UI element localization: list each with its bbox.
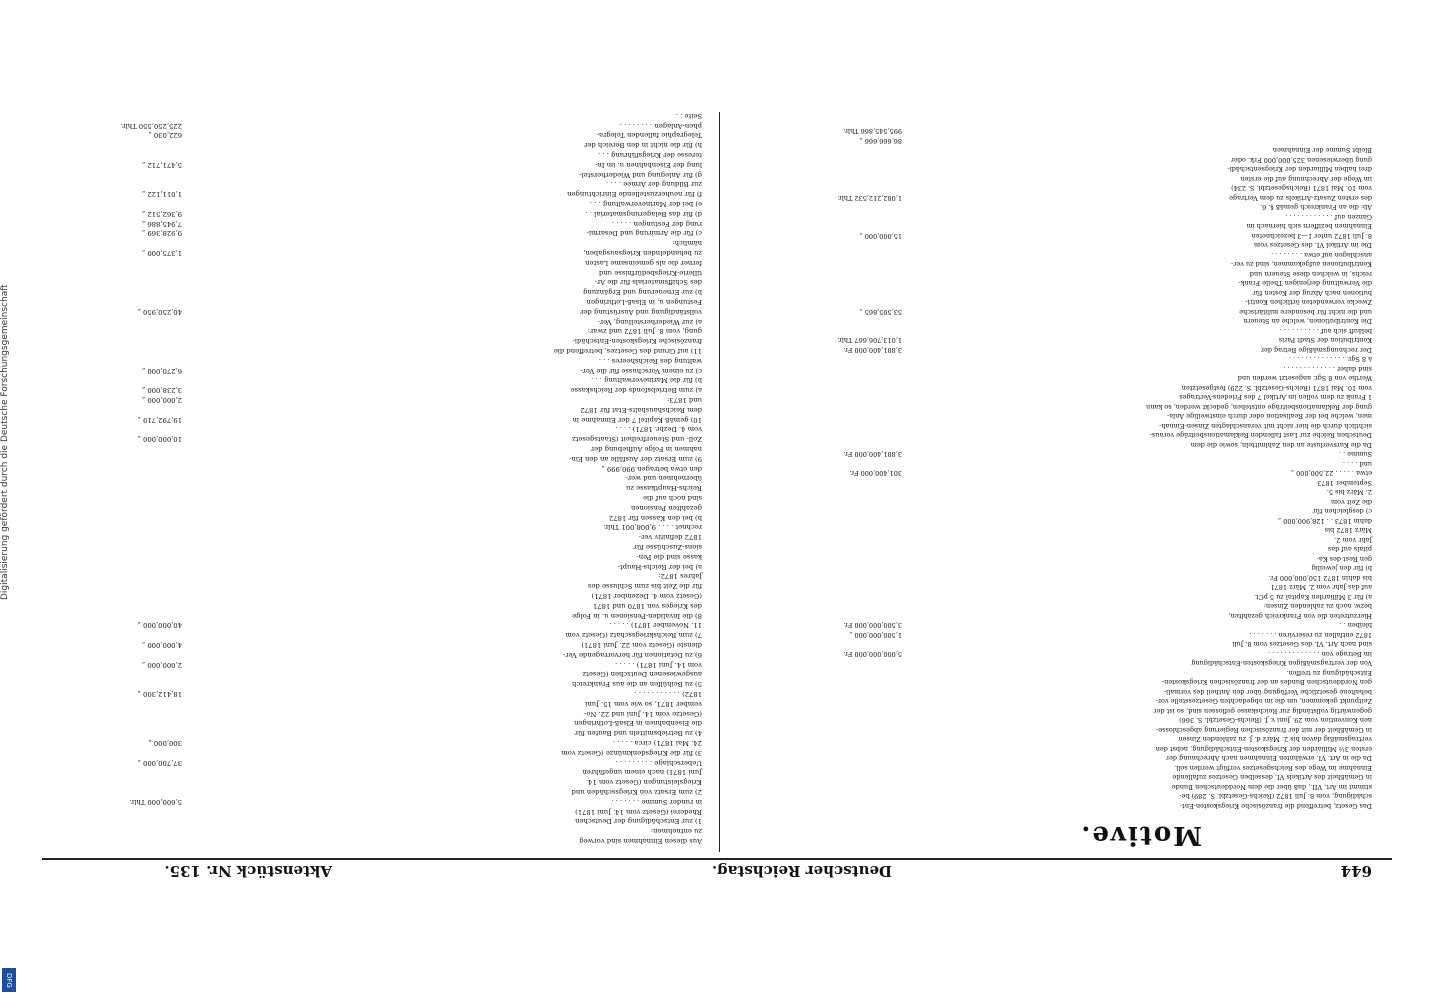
text-line: 24. Mai 1871) circa . . . . . [612,739,702,747]
text-line: b) für die Marineverwaltung . . . [591,376,702,385]
amount-value: 225,250,550 Thlr. [120,121,182,130]
text-line: 7) zum Reichskriegsschatz (Gesetz vom [565,631,702,640]
text-line: dahin 1873 . . 128,900,000 „ [1277,517,1372,525]
text-line: den etwa betragen 990,999 „ [601,464,702,473]
text-line: Rhederei (Gesetz vom 14. Juni 1871) [575,807,702,816]
text-line: des ersten Zusatz-Artikels zu dem Vertrage [1229,194,1372,202]
amount-value: 1,082,212,532 Thlr. [837,194,902,202]
text-line: 1) zur Entschädigung der Deutschen [575,817,702,826]
text-line: zu entnehmen: [650,827,702,836]
amount-value: 300,000 „ [148,739,182,747]
text-line: Juni 1871) nach einem ungefähren [582,768,702,777]
amount-value: 9,928,369 „ [141,229,182,238]
document-number: Aktenstück Nr. 135. [164,862,332,880]
text-line: Das Gesetz, betreffend die französische Kriegskosten-Ent- [1179,802,1372,810]
amount-value: 5,471,712 „ [141,160,182,169]
text-line: teresse der Kriegsführung . . . [598,151,702,159]
text-line: a) für 3 Milliarden Kapital zu 5 pCt. [1254,593,1372,601]
text-line: bis dahin 1872 150,000,000 Fr. [1268,574,1372,582]
text-line: Zoll- und Steuerfreiheit (Staatsgesetz [572,435,702,444]
text-line: c) zu einem Vorschusse für die Ver- [580,366,702,375]
header-rule [42,858,1392,860]
text-line: 3) für die Kriegsdenkmünze (Gesetz vom [561,748,702,757]
amount-value: 1,011,122 „ [141,190,182,199]
text-line: ferner die als gemeinsame Lasten [585,258,702,267]
text-line: die Zeit vom [1330,498,1372,506]
text-line: b) zur Erneuerung und Ergänzung [582,288,702,297]
text-line: ersten 3½ Milliarden der Kriegskosten-Entschädigung, nebst den [1155,745,1372,753]
amount-value: 37,700,000 „ [137,758,182,767]
journal-title: Deutscher Reichstag. [711,862,892,880]
amount-value: 5,600,000 Thlr. [129,797,182,806]
text-line: Seite . . [675,111,702,120]
amount-value: 9,362,512 „ [141,209,182,218]
text-line: und . . . . [1342,460,1372,468]
text-line: 1872 entfallen zu reserviren . . . . . . . [1249,631,1372,639]
amount-value: 5,000,000,000 Fr. [843,650,902,658]
text-line: pitals auf das [1327,545,1372,554]
text-line: h) für die nicht in den Bereich der [584,141,702,150]
text-line: zur Bildung der Armee . . . . [605,180,702,189]
text-line: (Gesetz vom 4. Dezember 1871) [591,592,702,600]
text-line: nen Konvention vom 29. Juni v. J. (Reichs-Gesetzbl. S. 366) [1179,716,1372,725]
text-line: men, welche bei der Realisation oder durch einstweilige Anla- [1167,412,1372,421]
text-line: Die Kontributionen, welche an Steuern [1243,317,1372,326]
text-line: Kontribution der Stadt Paris [1278,336,1372,345]
column-divider [719,112,720,852]
amount-value: 10,000,000 „ [137,435,182,444]
text-line: Werthe von 8 Sgr. angesetzt werden und [1237,374,1372,383]
text-line: Kriegsleistungen (Gesetz vom 14. [585,778,702,787]
amount-value: 622,030 „ [148,131,182,140]
amount-value: 40,250,950 „ [137,307,182,316]
text-line: März 1872 bis [1324,526,1372,535]
text-line: rung der Festungen . . . . . [612,219,702,228]
text-line: Da die Kursverluste an den Zahlmitteln, sowie die dem [1190,441,1372,449]
text-line: Bleibt Summe der Einnahmen [1272,146,1372,155]
text-line: bezw. noch zu zahlenden Zinsen: [1263,602,1372,611]
text-line: a) zum Betriebsfonds der Reichskasse [570,386,702,395]
text-line: 1872 definitiv ver- [638,533,702,542]
text-line: 1872) . . . . . . . . . . . [634,690,702,698]
text-line: Reichs-Hauptkasse zu [625,484,702,493]
text-line: die Verwaltung derjenigen Theile Frank- [1238,279,1372,288]
text-line: 8) die Invaliden-Pensionen u. in Folge [572,611,702,620]
text-line: vom 14. Juni 1871) . . . . . [615,660,702,669]
text-line: f) für neuherzustellende Einrichtungen [567,190,702,199]
text-line: Jahr vom 2. [1334,536,1372,544]
text-line: 5) zu Beihülfen an die aus Frankreich [572,680,702,689]
text-line: gung überwiesenen 325,000,000 Frk. oder [1230,156,1372,164]
text-line: und 1873: [667,396,702,404]
text-line: stimmt im Art. VII., daß über die dem Norddeutschen Bunde [1171,783,1372,791]
text-line: c) für die Armirung und Desarmi- [586,229,702,238]
text-line: und die nicht für besondere militärische [1239,308,1372,316]
text-line: gegenwärtig vollständig zur Reichskasse geflossen sind, so ist der [1153,707,1372,715]
amount-value: 3,238,000 „ [141,386,182,395]
text-line: Deutschen Reiche zur Last fallenden Reklamationsbeiträge voraus- [1149,431,1372,440]
text-line: kasse sind die Pen- [636,552,702,561]
text-line: 8. Juli 1872 unter 1—3 bezeichneten [1251,232,1372,240]
text-line: bleiben . . [1339,621,1372,630]
text-line: Hierzutreten die von Frankreich gezahlten, [1228,612,1372,620]
text-line: übernehmen und wer- [625,474,702,483]
amount-value: 2,000,000 „ [141,660,182,669]
text-line: 2. März bis 5. [1326,488,1372,497]
text-line: 6) zu Dotationen für hervorragende Ver- [562,650,702,659]
text-line: 2) zum Ersatz von Kriegsschäden und [571,788,702,796]
text-line: 1 Frank zu dem vollen im Artikel 7 des Friedens-Vertrages [1179,393,1372,402]
text-line: à 8 Sgr. . . . . . . . . . . . . . . [1288,355,1372,364]
text-line: etwa . . . . . 22,500,000 „ [1290,469,1372,478]
text-line: behaltene gesetzliche Verfügung über den Antheil des vormali- [1163,688,1372,696]
amount-value: 3,500,000,000 Fr. [843,621,902,630]
text-line: b) für den jeweilig [1311,564,1372,573]
text-line: in runder Summe . . . . . . . [611,797,702,806]
text-line: Jahres 1872: [658,572,702,581]
amount-value: 1,500,000,000 „ [849,631,902,639]
text-line: ausgewiesenen Deutschen (Gesetz [582,670,702,679]
text-line: dienste (Gesetz vom 22. Juni 1871) [581,641,702,649]
text-line: c) desgleichen für [1312,507,1372,516]
text-line: 4) zu Betriebsmitteln und Bauten für [574,729,702,738]
amount-value: 18,412,300 „ [137,690,182,698]
amount-value: 7,945,886 „ [141,219,182,228]
section-heading: Motive. [1079,820,1202,850]
text-line: Ueberschlage . . . . . . . . . [615,758,702,767]
text-line: Entschädigung zu treffen. [1286,669,1372,677]
text-line: butionen nach Abzug der Kosten für [1252,289,1372,297]
text-line: vom 10. Mai 1871 (Reichs-Gesetzbl. S. 229) festgesetzten [1181,384,1372,392]
text-line: auf das Jahr vom 2. März 1871 [1270,583,1372,592]
text-line: dem Reichshaushalts-Etat für 1872 [580,405,702,414]
text-line: beläuft sich auf . . . . . . . . . . [1279,327,1372,335]
text-line: g) für Anlegung und Wiederherstel- [579,170,702,179]
text-line: des Schiffsmaterials für die Ar- [594,278,702,287]
text-line: 9) zum Ersatz der Ausfälle an den Ein- [569,454,702,463]
text-line: französische Kriegskosten-Entschädi- [572,337,702,346]
text-line: phen-Anlagen . . . . . . . . [619,121,702,130]
text-line: vertragsmäßig davon bis 2. März d. J. zu zahlenden Zinsen [1178,735,1372,744]
text-line: vember 1871, so wie vom 15. Juni [585,699,702,708]
amount-value: 4,000,000 „ [141,641,182,649]
text-line: in Gemäßheit des Artikels VI. desselben Gesetzes zufallende [1172,773,1372,782]
amount-value: 1,375,000 „ [141,249,182,257]
amount-value: 15,000,000 „ [859,232,902,240]
text-line: gung der Reklamationsbeiträge entstehen, gedeckt werden, so kann [1146,403,1372,411]
amount-value: 86,666,666 „ [859,137,902,145]
amount-value: 53,505,865 „ [859,308,902,316]
text-line: gen Rest des Ka- [1316,555,1372,563]
text-line: gen Norddeutschen Bundes an der französischen Kriegskosten- [1161,678,1372,687]
dfg-logo: DFG [2,968,16,992]
amount-value: 1,013,706,667 Thlr. [837,336,902,345]
text-line: September 1873 [1317,479,1372,487]
text-line: reichs, in welchen diese Steuern und [1249,270,1372,278]
text-line: des Krieges von 1870 und 1871 [592,601,702,610]
text-line: waltung des Reichsheeres . . . [598,356,702,365]
text-line: Einnahme im Wege des Reichsgesetzes verfügt werden soll. [1174,764,1372,772]
text-line: gung, vom 8. Juli 1872 und zwar: [587,327,702,336]
text-line: rechnet . . . . 9,008,001 Thlr. [603,523,702,532]
text-line: vom 10. Mai 1871 (Reichsgesetzbl. S. 234) [1231,184,1372,193]
text-line: nämlich: [672,239,702,248]
text-line: a) zur Wiederherstellung, Ver- [597,317,702,326]
text-line: Da die in Art. VI. erwähnten Einnahmen nach Abrechnung der [1165,754,1372,763]
page-number: 644 [1340,862,1372,880]
text-line: a) bei der Reichs-Haupt- [617,562,702,571]
text-line: sind nach Art. VI. des Gesetzes vom 8. Juli [1232,640,1372,649]
text-line: tillerie-Kriegsbedürfnisse und [598,268,702,277]
text-line: sions-Zuschüsse für [633,543,702,551]
text-line: drei halben Milliarden der Kriegsentschädi- [1227,165,1372,174]
text-line: Ganzen auf . . . . . . . . . . . . [1285,213,1372,221]
text-line: nahmen in Folge Aufhebung der [590,445,702,453]
text-line: Zeitpunkt gekommen, um die im obgedachten Gesetzesstelle vor- [1155,697,1372,706]
text-line: Telegraphie fallenden Telegra- [596,131,702,140]
text-line: schädigung, vom 8. Juli 1872 (Reichs-Gesetzbl. S. 289) be- [1179,792,1372,801]
amount-value: 6,270,000 „ [141,366,182,375]
text-line: Aus diesen Einnahmen sind vorweg [579,837,702,845]
amount-value: 2,000,000 „ [141,396,182,404]
text-line: anschlagen auf etwa . . . . . . . . [1271,251,1372,259]
text-line: Festungen u. in Elsaß-Lothringen [586,298,702,306]
amount-value: 301,400,000 Fr. [849,469,902,478]
text-line: Kontributionen aufgekommen, sind zu ver- [1231,260,1372,269]
text-line: Von der vertragsmäßigen Kriegskosten-Entschädigung [1191,659,1372,668]
text-line: Zwecke verwendeten örtlichen Kontri- [1245,298,1372,307]
text-line: Einnahmen beziffern sich hiernach im [1246,222,1372,231]
text-line: vom 4. Dezbr. 1871) . . . . [615,425,702,434]
text-line: gezahlten Pensionen [630,503,702,512]
text-line: in Gemäßheit der mit der französischen Regierung abgeschlosse- [1156,726,1372,734]
text-line: Ab: die an Frankreich gemäß §. 6. [1260,203,1372,212]
text-line: 11. November 1871) . . . . . [609,621,702,630]
text-line: im Betrage von . . . . . . . . . . . . . [1267,650,1372,658]
text-line: vollständigung und Ausrüstung der [580,307,702,316]
text-line: Die im Artikel VI. des Gesetzes vom [1254,241,1372,250]
text-line: (Gesetze vom 14. Juni und 22. No- [583,709,702,718]
text-line: 11) auf Grund des Gesetzes, betreffend die [553,347,702,355]
text-line: im Wege der Abrechnung auf die ersten [1240,175,1372,183]
text-line: lung der Eisenbahnen u. im In- [595,160,702,169]
text-line: e) bei der Marineverwaltung . . . [589,200,702,208]
text-line: die Eisenbahnen in Elsaß-Lothringen [574,719,702,728]
text-line: sind noch auf die [642,494,702,502]
text-line: für die Zeit bis zum Schlusse des [588,582,702,591]
digitization-credit: Digitalisierung gefördert durch die Deutsche Forschungsgemeinschaft [0,284,10,600]
text-line: b) bei den Kassen für 1872 [608,513,702,522]
text-line: Summe . . [1338,450,1372,459]
amount-value: 40,000,000 „ [137,621,182,630]
amount-value: 3,801,400,000 Fr. [843,346,902,354]
amount-value: 995,545,866 Thlr. [843,127,902,136]
text-line: sichtlich durch die hier nicht mit veranschlagten Zinsen-Einnah- [1159,422,1372,430]
amount-value: 19,792,719 „ [137,415,182,424]
text-line: sind daher . . . . . . . . . . . . . [1283,365,1372,373]
amount-value: 3,801,400,000 Fr. [843,450,902,459]
text-line: zu behandelnden Kriegsausgaben, [583,249,702,257]
text-line: Der rechnungsmäßige Betrag der [1260,346,1372,354]
text-line: 10) gemäß Kapitel 7 der Einnahme in [572,415,702,424]
text-line: d) für das Belagerungsmaterial . . [585,209,702,218]
